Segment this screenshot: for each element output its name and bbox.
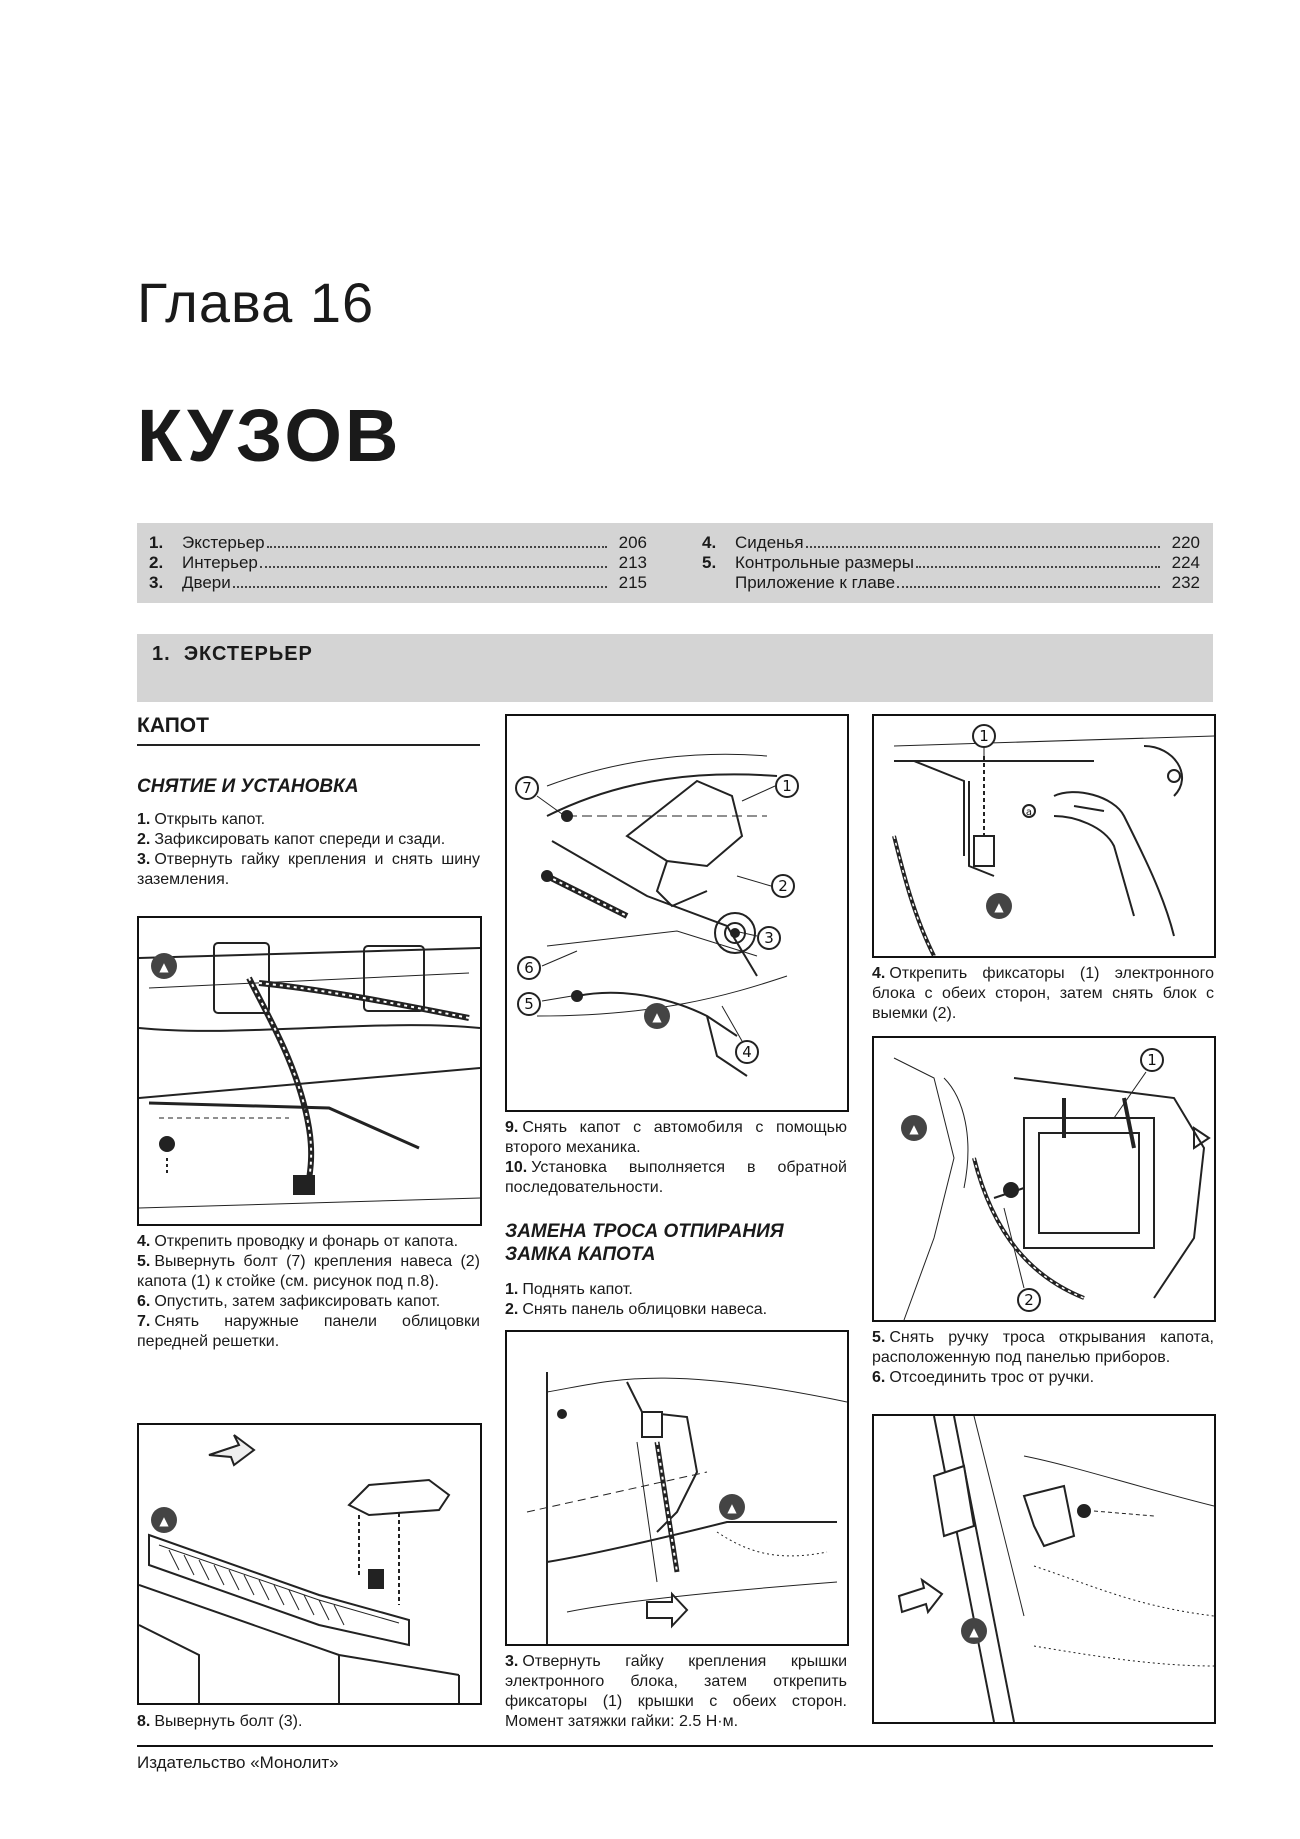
toc-column-left (137, 533, 647, 593)
callout-6: 6 (524, 959, 534, 977)
callout-4: 4 (742, 1043, 752, 1061)
step-item: 2. Зафиксировать капот спереди и сзади. (137, 831, 446, 848)
steps-list (137, 1232, 480, 1352)
callout-1: 1 (979, 727, 989, 745)
steps-list (872, 1328, 1214, 1388)
figure-hood-hinge (505, 714, 849, 1112)
procedure-heading: ЗАМЕНА ТРОСА ОТПИРАНИЯ ЗАМКА КАПОТА (505, 1221, 784, 1265)
step-item: 7. Снять наружные панели облицовки передней решетки. (137, 1313, 480, 1350)
steps-list (505, 1280, 847, 1320)
toc-row[interactable]: 4. Сиденья 220 (702, 533, 1200, 552)
publisher-footer: Издательство «Монолит» (137, 1753, 339, 1772)
step-item: 4. Открепить фиксаторы (1) электронного блока с обеих сторон, затем снять блок с выемки (2). (872, 965, 1214, 1022)
figure-fixators-block (872, 714, 1216, 958)
svg-text:▲: ▲ (909, 1122, 919, 1136)
svg-text:▲: ▲ (159, 1514, 169, 1528)
svg-text:▲: ▲ (652, 1010, 662, 1024)
step-item: 2. Снять панель облицовки навеса. (505, 1301, 768, 1318)
step-item: 9. Снять капот с автомобиля с помощью второго механика. (505, 1119, 847, 1156)
chapter-title: КУЗОВ (137, 394, 402, 477)
chapter-number: Глава 16 (137, 271, 375, 334)
steps-list (505, 1652, 847, 1732)
callout-7: 7 (522, 779, 532, 797)
step-item: 4. Открепить проводку и фонарь от капота. (137, 1233, 459, 1250)
svg-text:▲: ▲ (727, 1501, 737, 1515)
toc-row[interactable]: 3. Двери 215 (149, 573, 647, 592)
step-item: 6. Отсоединить трос от ручки. (872, 1369, 1095, 1386)
steps-list (137, 810, 480, 890)
toc-row[interactable]: Приложение к главе 232 (735, 573, 1200, 592)
toc-row[interactable]: 1. Экстерьер 206 (149, 533, 647, 552)
toc-row[interactable]: 2. Интерьер 213 (149, 553, 647, 572)
steps-list (505, 1118, 847, 1198)
step-item: 6. Опустить, затем зафиксировать капот. (137, 1293, 441, 1310)
figure-cable-handle (872, 1414, 1216, 1724)
callout-2: 2 (1024, 1291, 1034, 1309)
svg-text:▲: ▲ (994, 900, 1004, 914)
callout-1: 1 (782, 777, 792, 795)
toc-row[interactable]: 5. Контрольные размеры 224 (702, 553, 1200, 572)
footer-rule (137, 1745, 1213, 1747)
toc-column-right (690, 533, 1200, 593)
step-item: 1. Поднять капот. (505, 1281, 633, 1298)
step-item: 5. Снять ручку троса открывания капота, расположенную под панелью приборов. (872, 1329, 1214, 1366)
figure-grille-panel (137, 1423, 482, 1705)
procedure-heading: СНЯТИЕ И УСТАНОВКА (137, 776, 359, 797)
steps-list (137, 1712, 480, 1732)
figure-electronic-block (872, 1036, 1216, 1322)
step-item: 3. Отвернуть гайку крепления крышки электронного блока, затем открепить фиксаторы (1) крышки с обеих сторон. Момент затяжки гайки: 2.5 Н·м. (505, 1653, 847, 1730)
subsection-heading-kapot: КАПОТ (137, 714, 480, 746)
step-item: 1. Открыть капот. (137, 811, 266, 828)
callout-2: 2 (778, 877, 788, 895)
step-item: 8. Вывернуть болт (3). (137, 1713, 303, 1730)
callout-1: 1 (1147, 1051, 1157, 1069)
step-item: 5. Вывернуть болт (7) крепления навеса (2) капота (1) к стойке (см. рисунок под п.8). (137, 1253, 480, 1290)
figure-electronic-block-cover (505, 1330, 849, 1646)
svg-text:▲: ▲ (159, 960, 169, 974)
svg-text:▲: ▲ (969, 1625, 979, 1639)
table-of-contents (137, 523, 1213, 603)
step-item: 3. Отвернуть гайку крепления и снять шину заземления. (137, 851, 480, 888)
callout-a: a (1025, 807, 1033, 818)
callout-5: 5 (524, 995, 534, 1013)
steps-list (872, 964, 1214, 1024)
section-title: 1. ЭКСТЕРЬЕР (152, 643, 313, 665)
step-item: 10. Установка выполняется в обратной последовательности. (505, 1159, 847, 1196)
callout-3: 3 (764, 929, 774, 947)
figure-ground-wire (137, 916, 482, 1226)
